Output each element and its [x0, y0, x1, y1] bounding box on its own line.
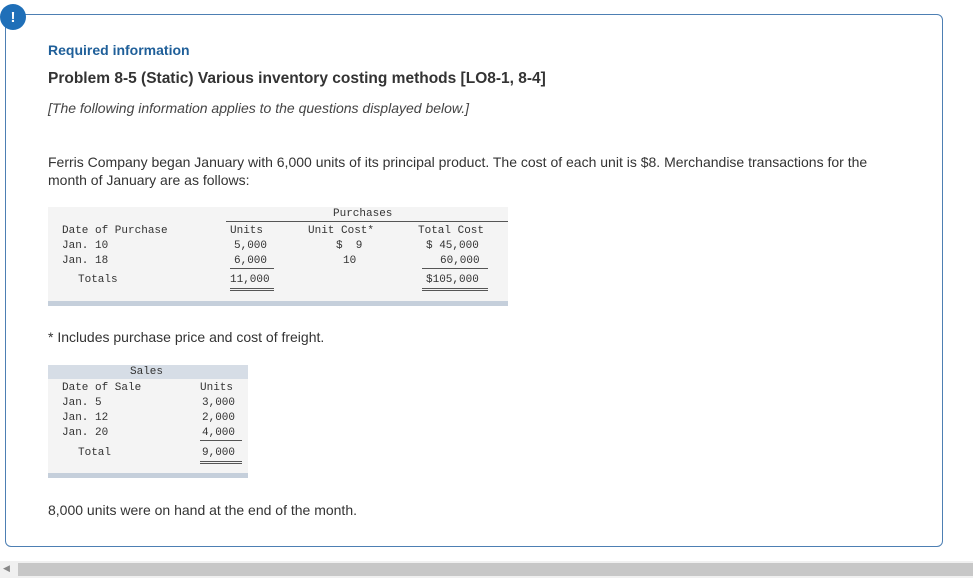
problem-title: Problem 8-5 (Static) Various inventory costing methods [LO8-1, 8-4]: [48, 70, 546, 87]
purchases-totals-units: 11,000: [230, 274, 270, 286]
col-date-of-sale: Date of Sale: [62, 382, 142, 394]
purchases-group-header: Purchases: [333, 208, 393, 220]
purchase-row-1-date: Jan. 10: [62, 240, 109, 252]
units-subtotal-rule: [230, 268, 274, 269]
sale-row-3-units: 4,000: [202, 427, 236, 439]
sales-total-double-rule: [200, 461, 242, 464]
cost-total-double-rule: [422, 288, 488, 291]
col-date-of-purchase: Date of Purchase: [62, 225, 168, 237]
scroll-thumb[interactable]: [18, 563, 973, 576]
purchases-table-footer-bar: [48, 301, 508, 306]
purchase-row-1-unit-cost: $ 9: [336, 240, 363, 252]
sale-row-1-units: 3,000: [202, 397, 236, 409]
col-unit-cost: Unit Cost*: [308, 225, 375, 237]
scroll-left-arrow-icon[interactable]: ◀: [3, 563, 10, 573]
purchase-row-2-units: 6,000: [234, 255, 268, 267]
cost-subtotal-rule: [422, 268, 488, 269]
freight-footnote: * Includes purchase price and cost of freight.: [48, 329, 325, 345]
col-total-cost: Total Cost: [418, 225, 485, 237]
purchases-totals-cost: $105,000: [426, 274, 479, 286]
purchase-row-2-unit-cost: 10: [343, 255, 357, 267]
sales-table: [48, 365, 248, 475]
info-note: [The following information applies to the questions displayed below.]: [48, 100, 470, 116]
purchase-row-1-total: $ 45,000: [426, 240, 479, 252]
purchase-row-2-date: Jan. 18: [62, 255, 109, 267]
sales-total-label: Total: [78, 447, 112, 459]
units-total-double-rule: [230, 288, 274, 291]
purchases-header-rule: [226, 221, 508, 222]
sale-row-2-date: Jan. 12: [62, 412, 109, 424]
required-information-heading: Required information: [48, 42, 190, 58]
ending-inventory-text: 8,000 units were on hand at the end of the month.: [48, 502, 357, 518]
sale-row-1-date: Jan. 5: [62, 397, 102, 409]
purchases-table: [48, 207, 508, 305]
sales-table-footer-bar: [48, 473, 248, 478]
col-sale-units: Units: [200, 382, 234, 394]
sale-row-3-date: Jan. 20: [62, 427, 109, 439]
purchases-totals-label: Totals: [78, 274, 118, 286]
purchase-row-2-total: 60,000: [440, 255, 480, 267]
purchase-row-1-units: 5,000: [234, 240, 268, 252]
col-units: Units: [230, 225, 264, 237]
sales-subtotal-rule: [200, 440, 242, 441]
intro-paragraph: Ferris Company began January with 6,000 units of its principal product. The cost of each unit is $8. Merchandise transactions for the month of January are as follows:: [48, 154, 868, 188]
alert-icon: !: [0, 4, 26, 30]
sale-row-2-units: 2,000: [202, 412, 236, 424]
sales-group-header: Sales: [130, 366, 164, 378]
horizontal-scrollbar[interactable]: [0, 561, 973, 578]
sales-total-units: 9,000: [202, 447, 236, 459]
question-card: [5, 14, 943, 547]
